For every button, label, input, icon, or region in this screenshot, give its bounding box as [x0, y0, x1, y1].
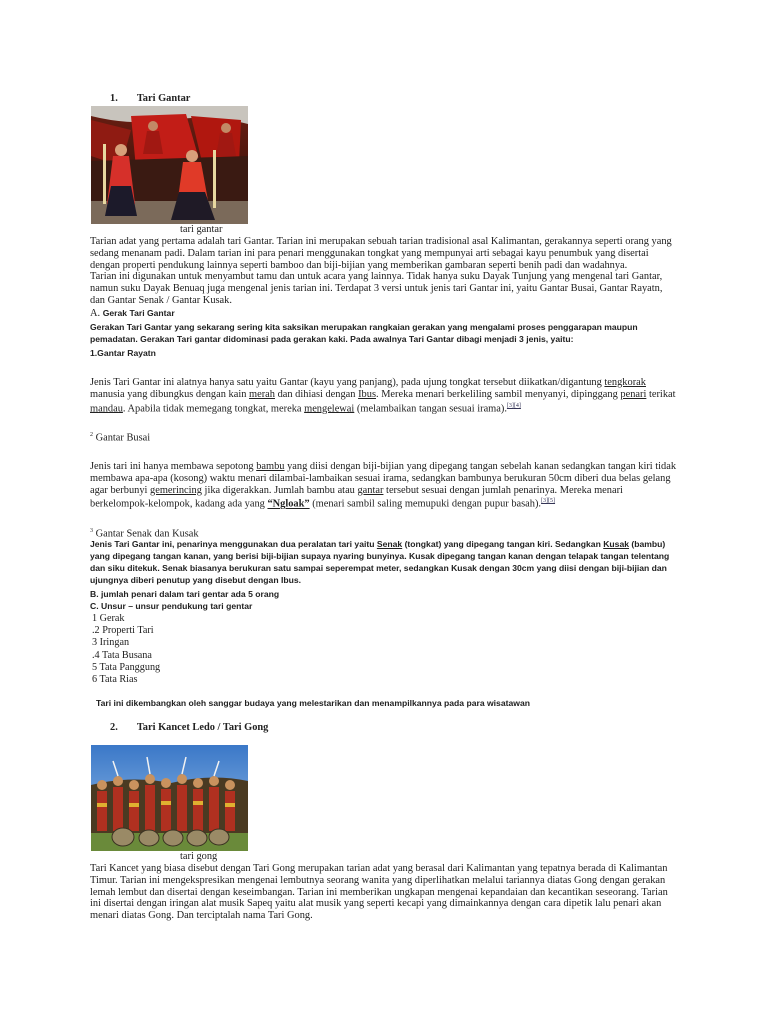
tari-gantar-photo [91, 106, 248, 224]
text-run: Jenis tari ini hanya membawa sepotong [90, 461, 257, 472]
closing-text: Tari ini dikembangkan oleh sanggar budaya yang melestarikan dan menampilkannya pada para wisatawan [96, 698, 530, 708]
list-item: .2 Properti Tari [92, 625, 154, 637]
section-1-title: Tari Gantar [136, 93, 191, 104]
text-run: terikat [646, 388, 676, 400]
link-gantar[interactable]: gantar [357, 484, 384, 496]
link-kusak[interactable]: Kusak [603, 539, 630, 549]
footnote-ref[interactable]: [4] [513, 402, 521, 409]
gerak-prefix: A. [90, 308, 103, 319]
gantar-rayatn-paragraph [90, 377, 678, 415]
text-run: tersebut sesuai dengan jumlah penarinya. Mereka menari berkelompok-kelompok, kadang ada yang [90, 484, 623, 510]
section-2-title: Tari Kancet Ledo / Tari Gong [136, 722, 269, 733]
unsur-list [92, 613, 160, 686]
link-mengelewai[interactable]: mengelewai [304, 403, 355, 415]
section-1-heading [110, 93, 190, 104]
list-item: .4 Tata Busana [92, 649, 152, 661]
text-run: dan dihiasi dengan [274, 388, 359, 400]
link-tengkorak[interactable]: tengkorak [604, 377, 646, 388]
intro-text-2: Tarian ini digunakan untuk menyambut tamu dan untuk acara yang lainnya. Tidak hanya suku Dayak Tunjung yang mengenal tari Gantar, namun suku Dayak Benuaq juga mengenal jenis tarian ini. Terdapat 3 versi untuk jenis tari Gantar ini, yaitu Gantar Busai, Gantar Rayatn, dan Gantar Senak / Gantar Kusak. [90, 271, 663, 306]
text-run: jika digerakkan. Jumlah bambu atau [201, 484, 358, 496]
unsur-heading: C. Unsur – unsur pendukung tari gentar [90, 601, 253, 611]
gantar-intro-paragraph [90, 236, 678, 307]
gantar-busai-paragraph [90, 461, 678, 511]
gerak-heading [90, 307, 175, 320]
section-2-number: 2. [110, 722, 118, 733]
section-2-heading [110, 722, 268, 733]
text-run: Jenis Tari Gantar ini, penarinya menggunakan dua peralatan tari yaitu [90, 539, 377, 549]
text-run: yang diisi dengan biji-bijian yang dipegang tangan sebelah kanan sedangkan tangan kiri tidak membawa apa-apa (kosong) waktu menari dilambai-lambaikan sesuai irama, sedangkan bambunya berukuran 50cm diberi dua belas gelang agar berbunyi [90, 461, 677, 496]
list-item: 5 Tata Panggung [92, 661, 161, 673]
gerak-title: Gerak Tari Gantar [102, 308, 175, 318]
tari-gong-photo [91, 745, 248, 851]
text-run: (tongkat) yang dipegang tangan kiri. Sedangkan [402, 539, 604, 549]
text-run: . Apabila tidak memegang tongkat, mereka [122, 403, 305, 415]
link-gemerincing[interactable]: gemerincing [150, 484, 202, 496]
tari-gong-paragraph: Tari Kancet yang biasa disebut dengan Tari Gong merupakan tarian adat yang berasal dari Kalimantan yang tepatnya berada di Kalimantan Timur. Tarian ini mengekspresikan mengenai lembutnya seorang wanita yang diperlihatkan melalui tariannya diatas Gong dengan gerakan lemah lembut dan disertai dengan keseimbangan. Tarian ini memberikan ungkapan mengenai kepandaian dan kecantikan seseorang. Tarian ini disertai dengan iringan alat musik Sapeq yaitu alat musik yang seperti kecapi yang dimainkannya dengan cara dipetik lalu penari akan menari diatas Gong. Dan terciptalah nama Tari Gong. [90, 863, 668, 922]
text-run: . Mereka menari berkeliling sambil menyanyi, dipinggang [376, 388, 621, 400]
text-run: (bambu) yang dipegang tangan kanan, yang berisi biji-bijian supaya nyaring bunyinya. Kusak dipegang tangan kanan dengan telapak tangan telentang dan siku ditekuk. Senak biasanya berukuran satu sampai seperempat meter, sedangkan Kusak dengan 30cm yang diisi dengan biji-bijian dan ujungnya diberi penutup yang disebut dengan Ibus. [90, 539, 670, 585]
link-bambu[interactable]: bambu [256, 461, 285, 472]
gantar-busai-title: Gantar Busai [95, 432, 151, 444]
text-run: manusia yang dibungkus dengan kain [90, 388, 250, 400]
link-penari[interactable]: penari [620, 388, 647, 400]
gerak-paragraph: Gerakan Tari Gantar yang sekarang sering kita saksikan merupakan rangkaian gerakan yang mengalami proses penggarapan maupun pemadatan. Gerakan Tari gantar didominasi pada gerakan kaki. Pada awalnya Tari Gantar dibagi menjadi 3 jenis, yaitu: [90, 322, 638, 344]
footnote-ref[interactable]: [5] [548, 498, 556, 505]
text-run: (melambaikan tangan sesuai irama). [354, 403, 507, 415]
link-ngloak[interactable]: “Ngloak” [267, 498, 310, 510]
gantar-senak-title: Gantar Senak dan Kusak [95, 528, 199, 540]
tari-gong-caption: tari gong [180, 851, 218, 862]
jumlah-penari-text: B. jumlah penari dalam tari gentar ada 5 orang [90, 589, 280, 599]
footnote-ref[interactable]: [3] [506, 402, 514, 409]
link-senak[interactable]: Senak [376, 539, 403, 549]
list-item: 3 Iringan [92, 637, 130, 649]
list-item: 1 Gerak [92, 613, 125, 624]
gantar-busai-heading [90, 430, 150, 444]
gantar-rayatn-heading: 1.Gantar Rayatn [90, 348, 156, 358]
gantar-busai-number: 2 [90, 432, 93, 438]
link-mandau[interactable]: mandau [90, 403, 123, 415]
list-item: 6 Tata Rias [92, 674, 138, 686]
intro-text: Tarian adat yang pertama adalah tari Gantar. Tarian ini merupakan sebuah tarian tradisional asal Kalimantan, gerakannya seperti orang yang sedang menanam padi. Dalam tarian ini para penari menggunakan tongkat yang mempunyai arti sebagai kayu penumbuk yang disertai dengan properti pendukung lainnya seperti bamboo dan biji-bijian yang memberikan gambaran seperti benih padi dan wadahnya. [90, 236, 672, 271]
section-1-number: 1. [110, 93, 118, 104]
tari-gantar-caption: tari gantar [180, 224, 223, 235]
footnote-ref[interactable]: [3] [541, 498, 549, 505]
gantar-senak-number: 3 [90, 528, 93, 534]
link-ibus[interactable]: Ibus [358, 388, 376, 400]
text-run: (menari sambil saling memupuki dengan pupur basah). [309, 498, 542, 510]
text-run: Jenis Tari Gantar ini alatnya hanya satu yaitu Gantar (kayu yang panjang), pada ujung tongkat tersebut diikatkan/digantung [90, 377, 605, 388]
link-merah[interactable]: merah [249, 388, 275, 400]
gantar-senak-paragraph [90, 538, 678, 586]
